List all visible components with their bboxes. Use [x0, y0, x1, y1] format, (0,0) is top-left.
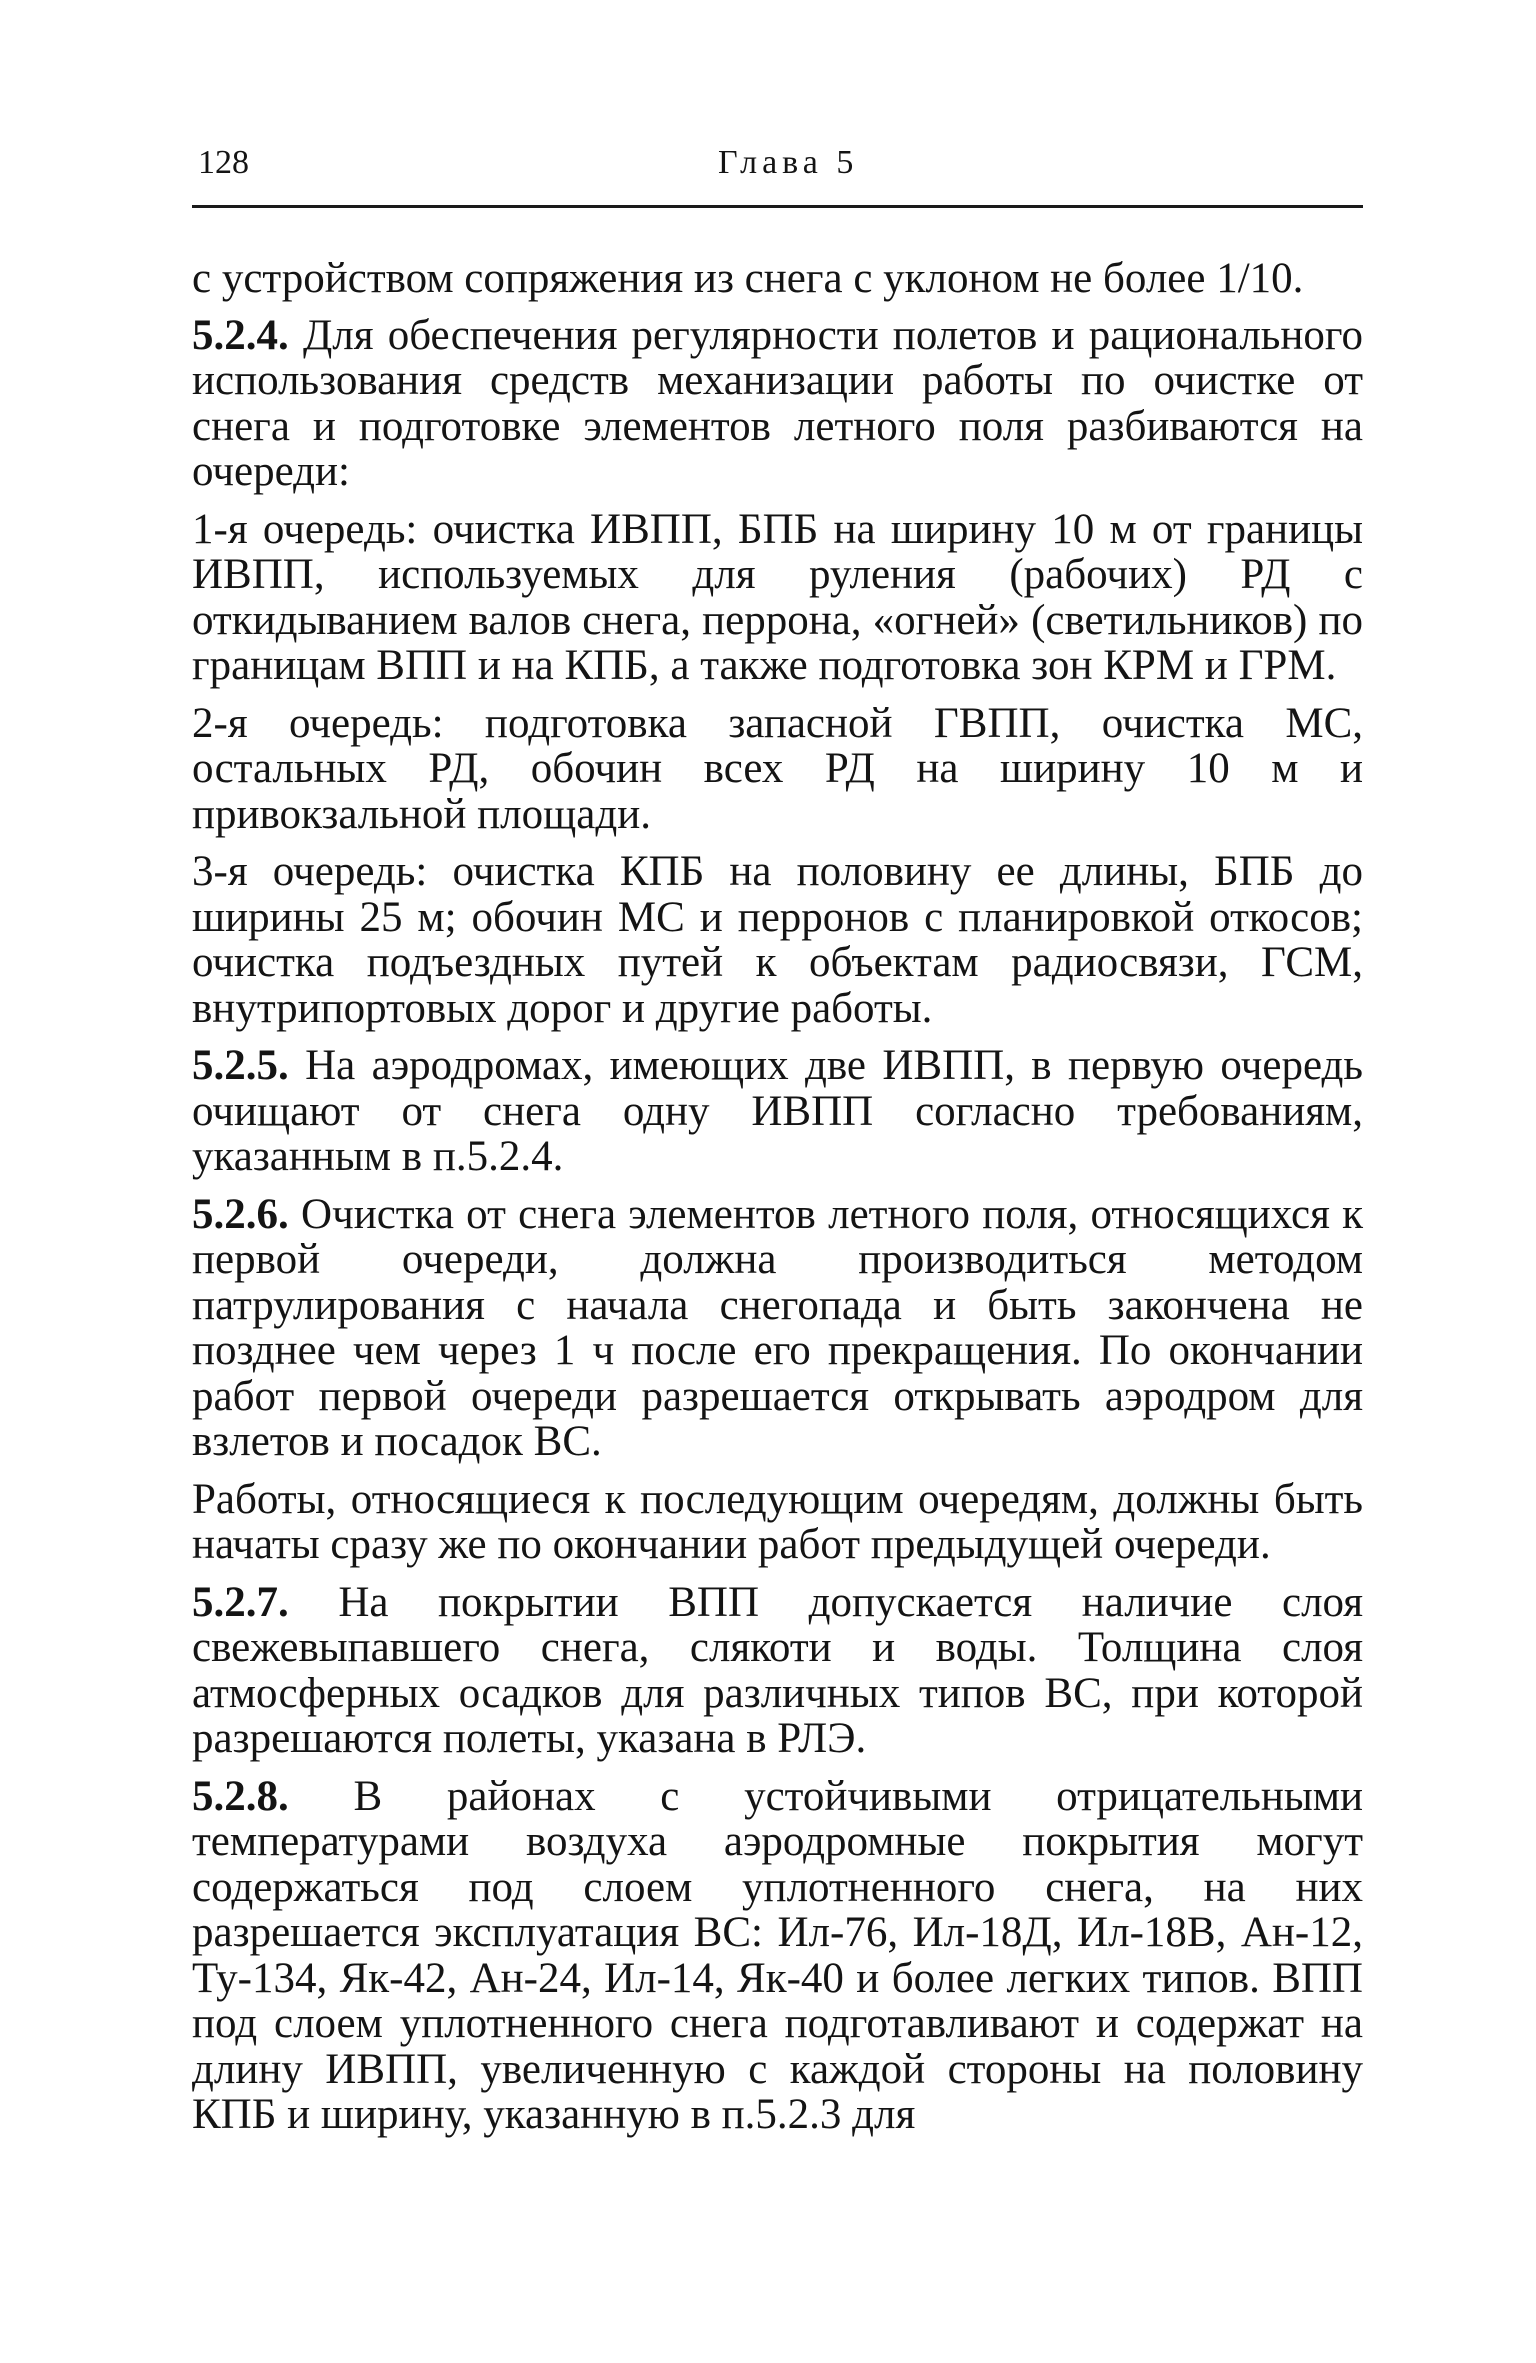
section-number: 5.2.4. [192, 311, 289, 359]
paragraph [192, 256, 1363, 302]
paragraph-text: Для обеспечения регулярности полетов и рационального использования средств механизации работы по очистке от снега и подготовке элементов летного поля разбиваются на очереди: [192, 311, 1363, 495]
paragraph-5-2-8 [192, 1774, 1363, 2138]
paragraph-text: 2-я очередь: подготовка запасной ГВПП, очистка МС, остальных РД, обочин всех РД на ширину 10 м и привокзальной площади. [192, 699, 1363, 838]
paragraph-5-2-5 [192, 1043, 1363, 1180]
paragraph-text: Работы, относящиеся к последующим очередям, должны быть начаты сразу же по окончании работ предыдущей очереди. [192, 1475, 1363, 1568]
paragraph-5-2-4 [192, 313, 1363, 495]
paragraph-5-2-6 [192, 1192, 1363, 1465]
paragraph-text: 1-я очередь: очистка ИВПП, БПБ на ширину 10 м от границы ИВПП, используемых для руления (рабочих) РД с откидыванием валов снега, перрона, «огней» (светильников) по границам ВПП и на КПБ, а также подготовка зон КРМ и ГРМ. [192, 505, 1363, 689]
paragraph-text: В районах с устойчивыми отрицательными температурами воздуха аэродромные покрытия могут содержаться под слоем уплотненного снега, на них разрешается эксплуатация ВС: Ил-76, Ил-18Д, Ил-18В, Ан-12, Ту-134, Як-42, Ан-24, Ил-14, Як-40 и более легких типов. ВПП под слоем уплотненного снега подготавливают и содержат на длину ИВПП, увеличенную с каждой стороны на половину КПБ и ширину, указанную в п.5.2.3 для [192, 1772, 1363, 2138]
paragraph-text: с устройством сопряжения из снега с уклоном не более 1/10. [192, 255, 1304, 302]
paragraph-text: 3-я очередь: очистка КПБ на половину ее длины, БПБ до ширины 25 м; обочин МС и перронов с планировкой откосов; очистка подъездных путей к объектам радиосвязи, ГСМ, внутрипортовых дорог и другие работы. [192, 848, 1363, 1032]
running-header [192, 142, 1363, 184]
header-rule [192, 205, 1363, 208]
paragraph-text: Очистка от снега элементов летного поля, относящихся к первой очереди, должна производиться методом патрулирования с начала снегопада и быть закончена не позднее чем через 1 ч после его прекращения. По окончании работ первой очереди разрешается открывать аэродром для взлетов и посадок ВС. [192, 1190, 1364, 1465]
section-number: 5.2.6. [192, 1190, 289, 1238]
section-number: 5.2.5. [192, 1042, 289, 1089]
paragraph [192, 849, 1363, 1031]
section-number: 5.2.7. [192, 1578, 289, 1626]
paragraph [192, 701, 1363, 838]
section-number: 5.2.8. [192, 1772, 289, 1820]
page-number: 128 [198, 144, 249, 181]
paragraph [192, 1477, 1363, 1568]
chapter-title: Глава 5 [718, 144, 859, 181]
paragraph-5-2-7 [192, 1580, 1363, 1762]
paragraph-text: На покрытии ВПП допускается наличие слоя свежевыпавшего снега, слякоти и воды. Толщина слоя атмосферных осадков для различных типов ВС, при которой разрешаются полеты, указана в РЛЭ. [192, 1578, 1363, 1762]
body-text [192, 256, 1363, 2150]
paragraph [192, 507, 1363, 689]
paragraph-text: На аэродромах, имеющих две ИВПП, в первую очередь очищают от снега одну ИВПП согласно требованиям, указанным в п.5.2.4. [192, 1042, 1363, 1180]
